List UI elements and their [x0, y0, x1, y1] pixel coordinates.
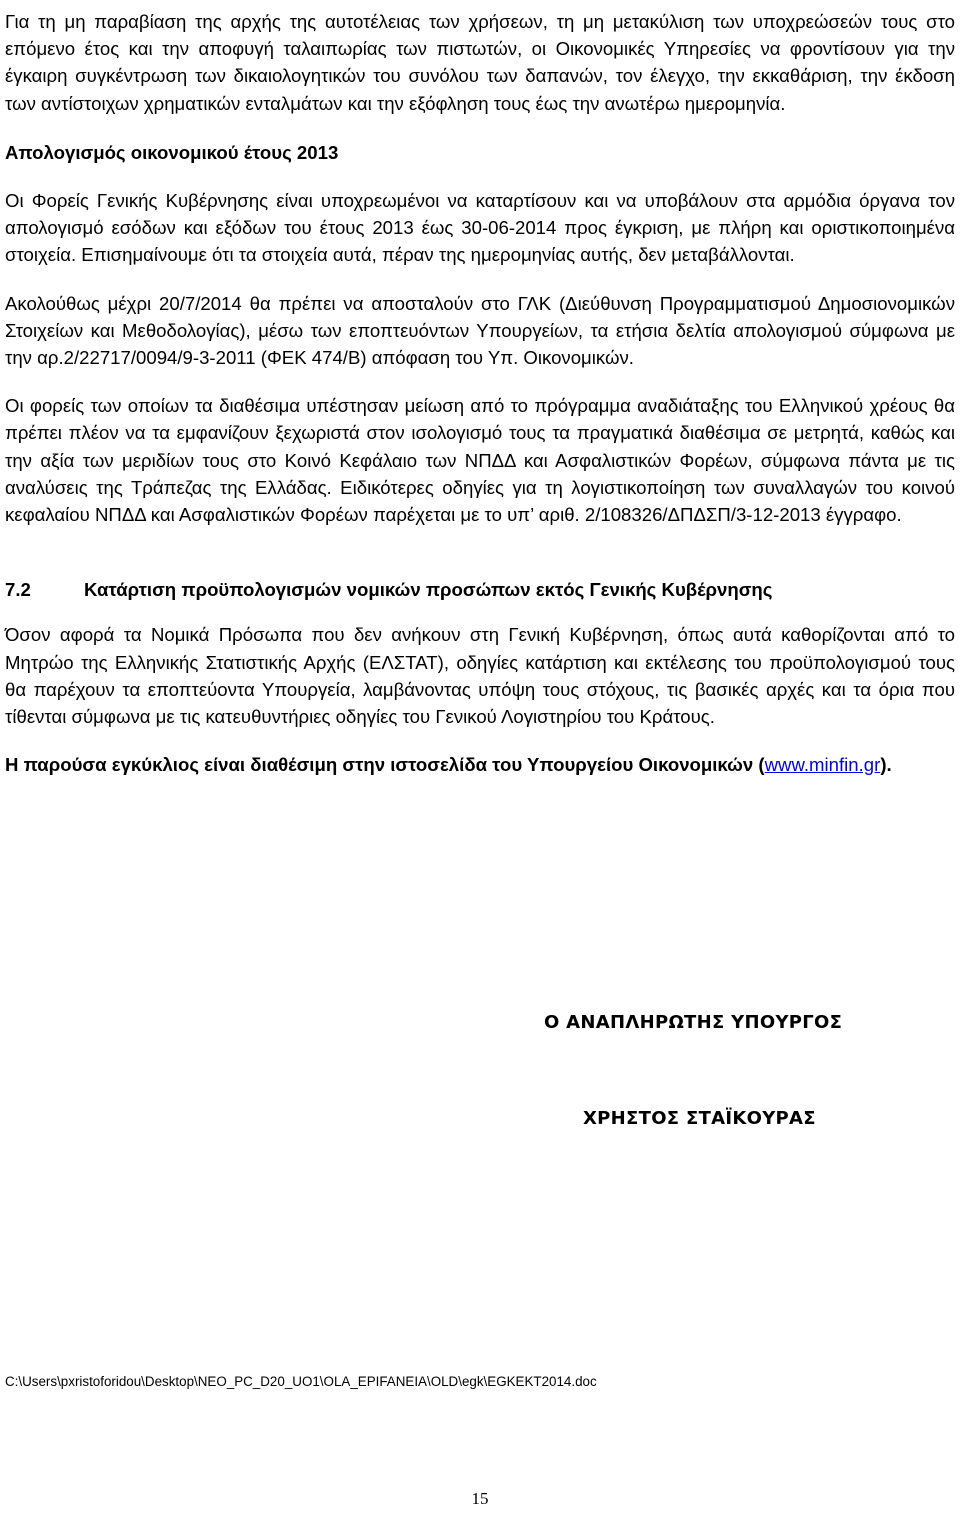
availability-notice: [5, 751, 955, 778]
paragraph-submission-deadline: Ακολούθως μέχρι 20/7/2014 θα πρέπει να αποσταλούν στο ΓΛΚ (Διεύθυνση Προγραμματισμού Δημοσιονομικών Στοιχείων και Μεθοδολογίας), μέσω των εποπτευόντων Υπουργείων, τα ετήσια δελτία απολογισμού σύμφωνα με την αρ.2/22717/0094/9-3-2011 (ΦΕΚ 474/Β) απόφαση του Υπ. Οικονομικών.: [5, 292, 955, 369]
minfin-link[interactable]: www.minfin.gr: [764, 754, 881, 776]
page-number: 15: [471, 1489, 489, 1508]
paragraph-legal-entities: Όσον αφορά τα Νομικά Πρόσωπα που δεν ανήκουν στη Γενική Κυβέρνηση, όπως αυτά καθορίζονται από το Μητρώο της Ελληνικής Στατιστικής Αρχής (ΕΛΣΤΑΤ), οδηγίες κατάρτιση και εκτέλεσης του προϋπολογισμού τους θα παρέχουν τα εποπτεύοντα Υπουργεία, λαμβάνοντας υπόψη τους στόχους, τις βασικές αρχές και τα όρια που τίθενται σύμφωνα με τις κατευθυντήριες οδηγίες του Γενικού Λογιστηρίου του Κράτους.: [5, 624, 955, 728]
paragraph-intro: Για τη μη παραβίαση της αρχής της αυτοτέλειας των χρήσεων, τη μη μετακύλιση των υποχρεώσεών τους στο επόμενο έτος και την αποφυγή ταλαιπωρίας των πιστωτών, οι Οικονομικές Υπηρεσίες να φροντίσουν για την έγκαιρη συγκέντρωση των δικαιολογητικών του συνόλου των δαπανών, τον έλεγχο, την εκκαθάριση, την έκδοση των αντίστοιχων χρηματικών ενταλμάτων και την εξόφληση τους έως την ανωτέρω ημερομηνία.: [5, 11, 955, 114]
heading-annual-report-2013: Απολογισμός οικονομικού έτους 2013: [5, 141, 339, 163]
section-heading-7-2: [5, 576, 955, 603]
notice-text: Η παρούσα εγκύκλιος είναι διαθέσιμη στην ιστοσελίδα του Υπουργείου Οικονομικών (: [5, 754, 765, 776]
section-number: 7.2: [5, 579, 31, 601]
document-body: [5, 8, 955, 778]
signature-name: ΧΡΗΣΤΟΣ ΣΤΑΪΚΟΥΡΑΣ: [583, 1108, 816, 1129]
notice-tail: ).: [880, 754, 892, 776]
signature-role: Ο ΑΝΑΠΛΗΡΩΤΗΣ ΥΠΟΥΡΓΟΣ: [544, 1012, 843, 1033]
paragraph-general-government-bodies: Οι Φορείς Γενικής Κυβέρνησης είναι υποχρεωμένοι να καταρτίσουν και να υποβάλουν στα αρμόδια όργανα τον απολογισμό εσόδων και εξόδων του έτους 2013 έως 30-06-2014 προς έγκριση, με πλήρη και οριστικοποιημένα στοιχεία. Επισημαίνουμε ότι τα στοιχεία αυτά, πέραν της ημερομηνίας αυτής, δεν μεταβάλλονται.: [5, 190, 955, 266]
paragraph-debt-restructuring: Οι φορείς των οποίων τα διαθέσιμα υπέστησαν μείωση από το πρόγραμμα αναδιάταξης του Ελληνικού χρέους θα πρέπει πλέον να τα εμφανίζουν ξεχωριστά στον ισολογισμό τους τα πραγματικά διαθέσιμα σε μετρητά, καθώς και την αξία των μεριδίων τους στο Κοινό Κεφάλαιο των ΝΠΔΔ και Ασφαλιστικών Φορέων, σύμφωνα πάντα με τις αναλύσεις της Τράπεζας της Ελλάδας. Ειδικότερες οδηγίες για τη λογιστικοποίηση των συναλλαγών του κοινού κεφαλαίου ΝΠΔΔ και Ασφαλιστικών Φορέων παρέχεται με το υπ’ αριθ. 2/108326/ΔΠΔΣΠ/3-12-2013 έγγραφο.: [5, 395, 955, 526]
file-path: C:\Users\pxristoforidou\Desktop\NEO_PC_D20_UO1\OLA_EPIFANEIA\OLD\egk\EGKEKT2014.doc: [5, 1374, 597, 1389]
section-title: Κατάρτιση προϋπολογισμών νομικών προσώπων εκτός Γενικής Κυβέρνησης: [84, 579, 773, 601]
